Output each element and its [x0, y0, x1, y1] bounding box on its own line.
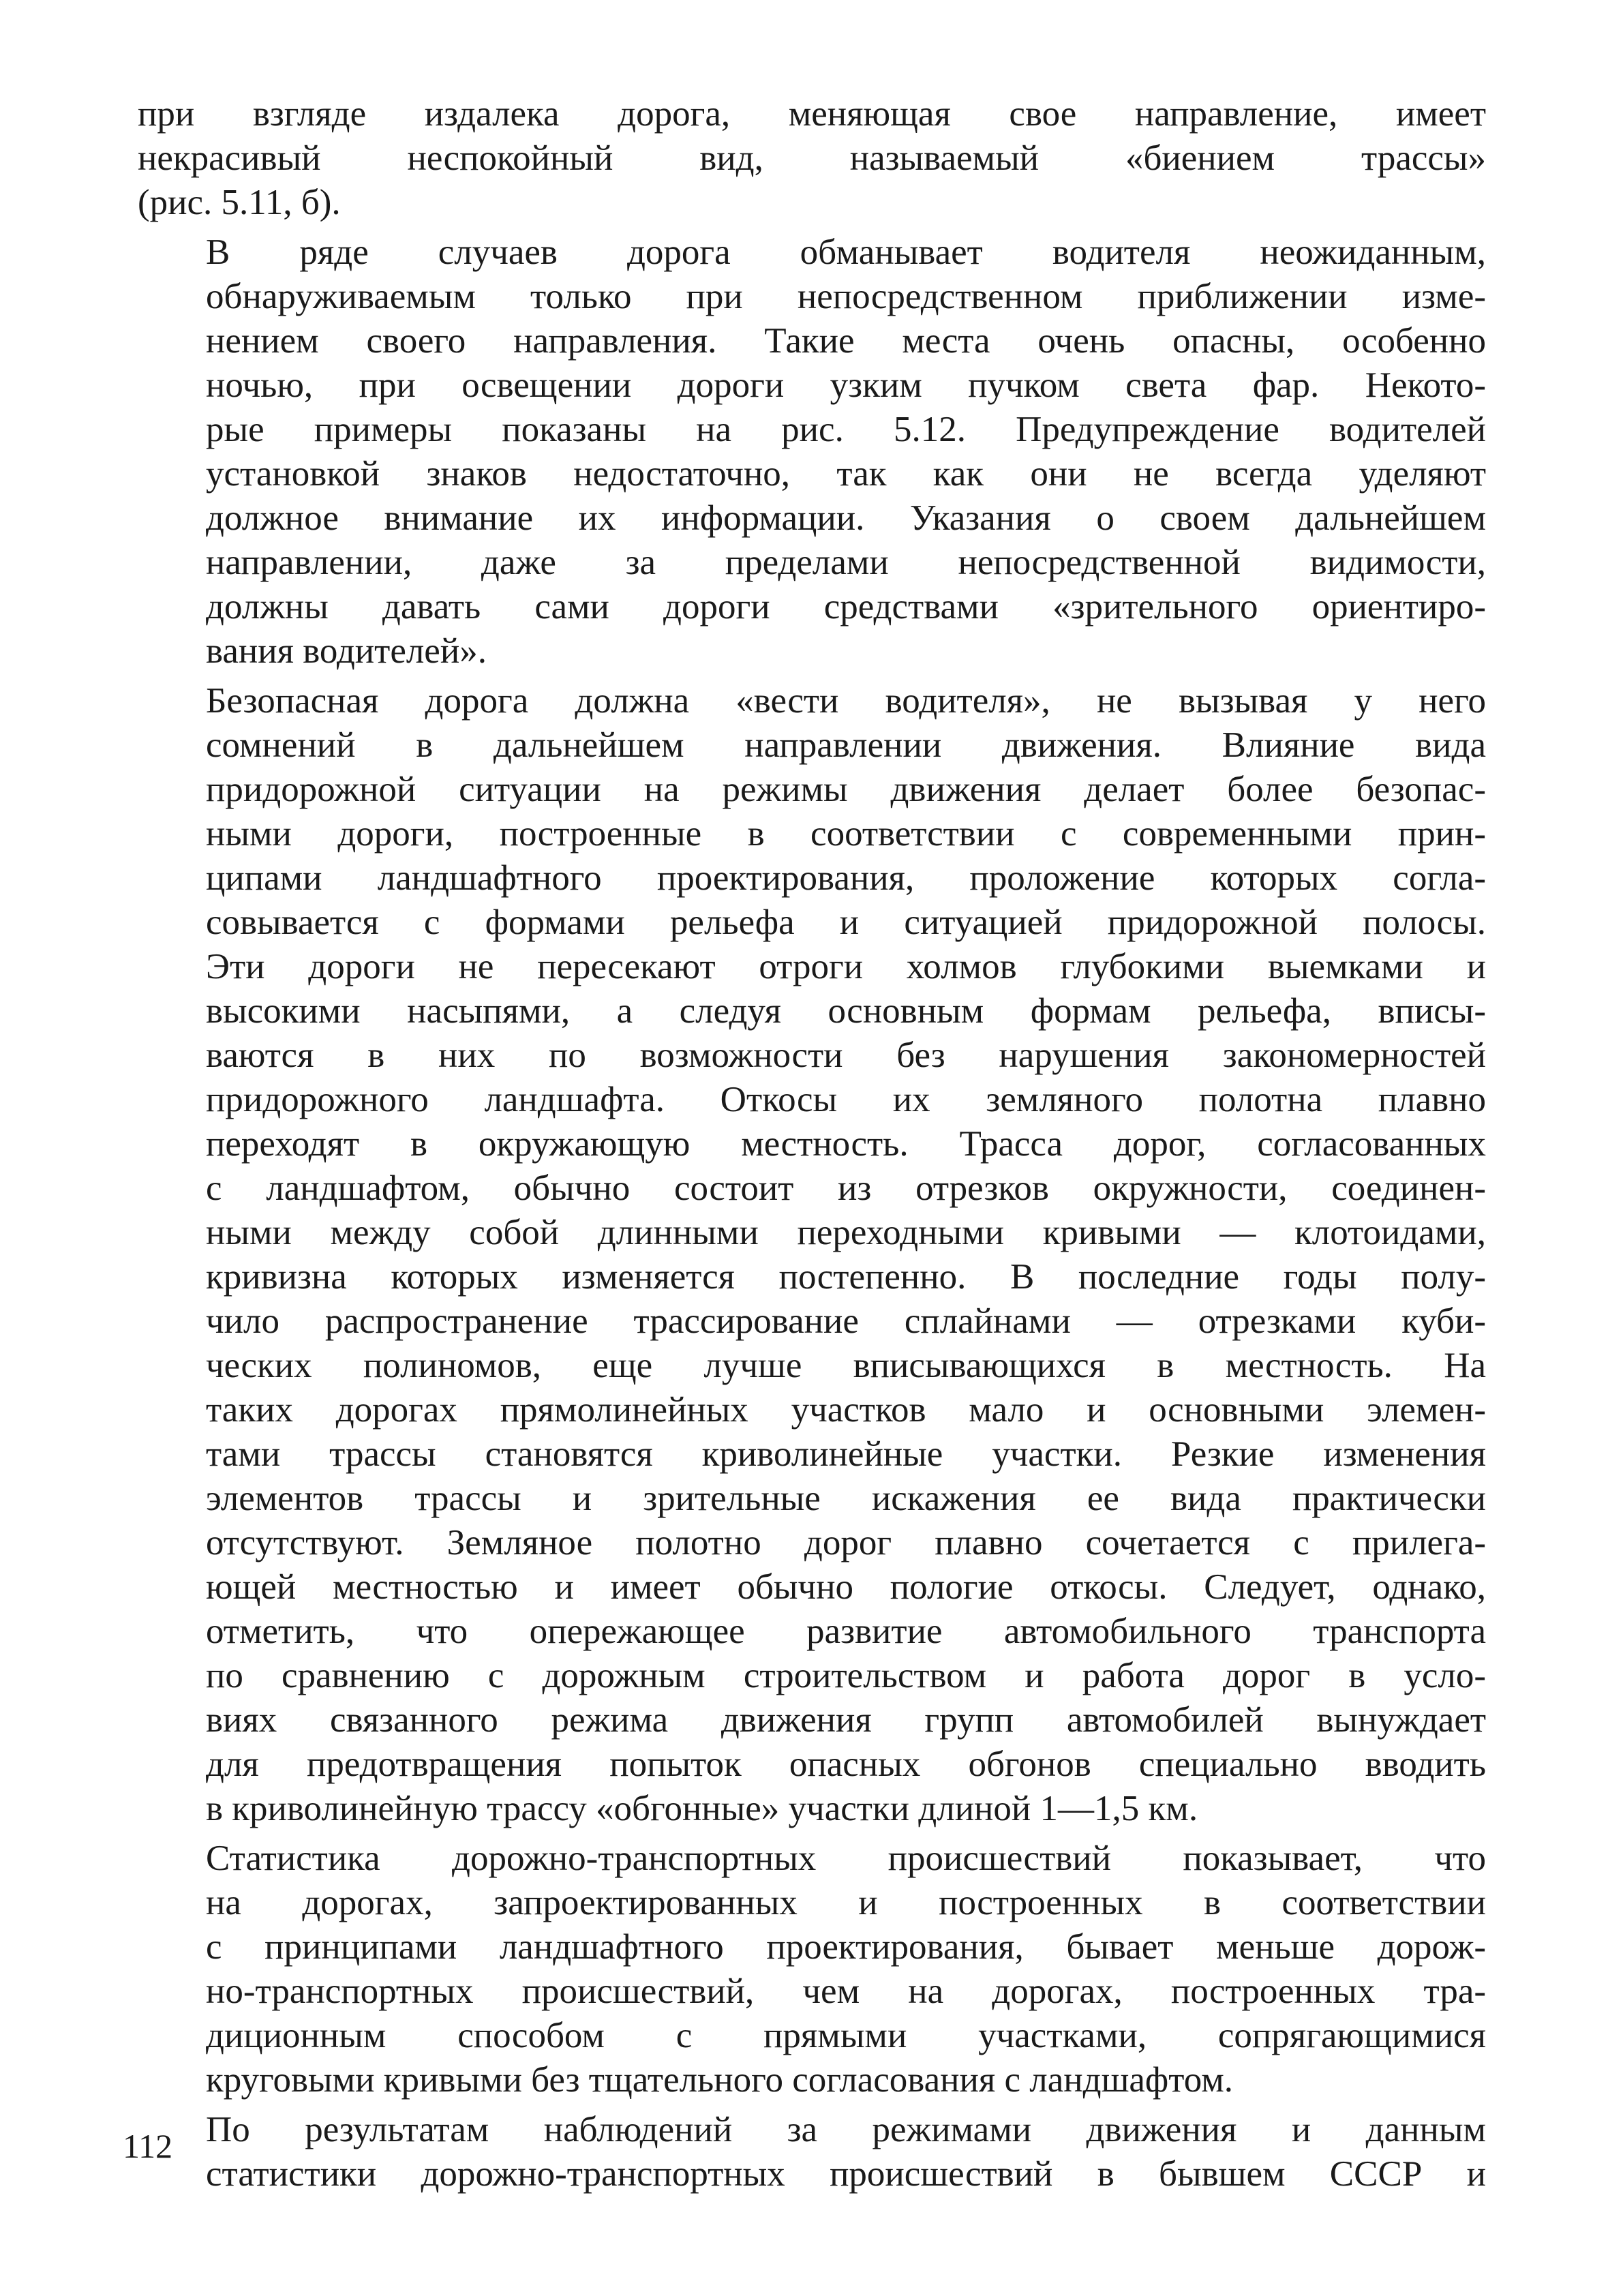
text-line: при взгляде издалека дорога, меняющая свое направление, имеет	[138, 94, 1486, 134]
text-line: чило распространение трассирование сплайнами — отрезками куби-	[206, 1301, 1486, 1341]
text-line: с принципами ландшафтного проектирования, бывает меньше дорож-	[206, 1927, 1486, 1967]
text-line: ночью, при освещении дороги узким пучком света фар. Некото-	[206, 365, 1486, 405]
text-line: придорожной ситуации на режимы движения делает более безопас-	[206, 770, 1486, 809]
paragraph	[138, 230, 1486, 674]
text-line: элементов трассы и зрительные искажения ее вида практически	[206, 1479, 1486, 1518]
text-line: вания водителей».	[206, 631, 487, 671]
paragraph	[138, 2108, 1486, 2196]
text-line: для предотвращения попыток опасных обгонов специально вводить	[206, 1744, 1486, 1784]
text-line: высокими насыпями, а следуя основным формам рельефа, вписы-	[206, 991, 1486, 1031]
text-line: рые примеры показаны на рис. 5.12. Предупреждение водителей	[206, 410, 1486, 449]
text-line: отметить, что опережающее развитие автомобильного транспорта	[206, 1612, 1486, 1651]
text-line: отсутствуют. Земляное полотно дорог плавно сочетается с прилега-	[206, 1523, 1486, 1562]
text-line: установкой знаков недостаточно, так как они не всегда уделяют	[206, 454, 1486, 494]
text-line: диционным способом с прямыми участками, сопрягающимися	[206, 2016, 1486, 2055]
text-line: нением своего направления. Такие места очень опасны, особенно	[206, 321, 1486, 361]
paragraph	[138, 92, 1486, 225]
text-line: кривизна которых изменяется постепенно. В последние годы полу-	[206, 1257, 1486, 1297]
text-line: направлении, даже за пределами непосредственной видимости,	[206, 543, 1486, 582]
text-line: ципами ландшафтного проектирования, проложение которых согла-	[206, 858, 1486, 898]
text-line: по сравнению с дорожным строительством и работа дорог в усло-	[206, 1656, 1486, 1695]
text-line: обнаруживаемым только при непосредственном приближении изме-	[206, 277, 1486, 316]
text-line: должное внимание их информации. Указания о своем дальнейшем	[206, 498, 1486, 538]
text-line: на дорогах, запроектированных и построенных в соответствии	[206, 1883, 1486, 1922]
text-line: но-транспортных происшествий, чем на дорогах, построенных тра-	[206, 1972, 1486, 2011]
paragraph	[138, 679, 1486, 1831]
page-number: 112	[123, 2127, 173, 2165]
text-line: круговыми кривыми без тщательного согласования с ландшафтом.	[206, 2060, 1234, 2100]
text-line: таких дорогах прямолинейных участков мало и основными элемен-	[206, 1390, 1486, 1430]
paragraph	[138, 1837, 1486, 2102]
text-line: в криволинейную трассу «обгонные» участки длиной 1—1,5 км.	[206, 1789, 1198, 1828]
text-line: должны давать сами дороги средствами «зрительного ориентиро-	[206, 587, 1486, 626]
text-line: ющей местностью и имеет обычно пологие откосы. Следует, однако,	[206, 1567, 1486, 1607]
text-line: Эти дороги не пересекают отроги холмов глубокими выемками и	[206, 947, 1486, 986]
text-line: статистики дорожно-транспортных происшествий в бывшем СССР и	[206, 2154, 1486, 2194]
text-line: В ряде случаев дорога обманывает водителя неожиданным,	[206, 232, 1486, 272]
text-line: По результатам наблюдений за режимами движения и данным	[206, 2110, 1486, 2149]
text-line: ными между собой длинными переходными кривыми — клотоидами,	[206, 1213, 1486, 1252]
text-line: некрасивый неспокойный вид, называемый «биением трассы»	[138, 138, 1486, 178]
text-line: виях связанного режима движения групп автомобилей вынуждает	[206, 1700, 1486, 1740]
body-text	[138, 92, 1486, 2196]
text-line: совывается с формами рельефа и ситуацией придорожной полосы.	[206, 903, 1486, 942]
text-line: ваются в них по возможности без нарушения закономерностей	[206, 1036, 1486, 1075]
text-line: (рис. 5.11, б).	[138, 183, 341, 222]
text-line: Безопасная дорога должна «вести водителя», не вызывая у него	[206, 681, 1486, 721]
text-line: сомнений в дальнейшем направлении движения. Влияние вида	[206, 725, 1486, 765]
text-line: с ландшафтом, обычно состоит из отрезков окружности, соединен-	[206, 1168, 1486, 1208]
text-line: переходят в окружающую местность. Трасса дорог, согласованных	[206, 1124, 1486, 1164]
text-line: ными дороги, построенные в соответствии с современными прин-	[206, 814, 1486, 854]
text-line: придорожного ландшафта. Откосы их земляного полотна плавно	[206, 1080, 1486, 1119]
text-line: Статистика дорожно-транспортных происшествий показывает, что	[206, 1839, 1486, 1878]
text-line: ческих полиномов, еще лучше вписывающихся в местность. На	[206, 1346, 1486, 1385]
text-line: тами трассы становятся криволинейные участки. Резкие изменения	[206, 1434, 1486, 1474]
